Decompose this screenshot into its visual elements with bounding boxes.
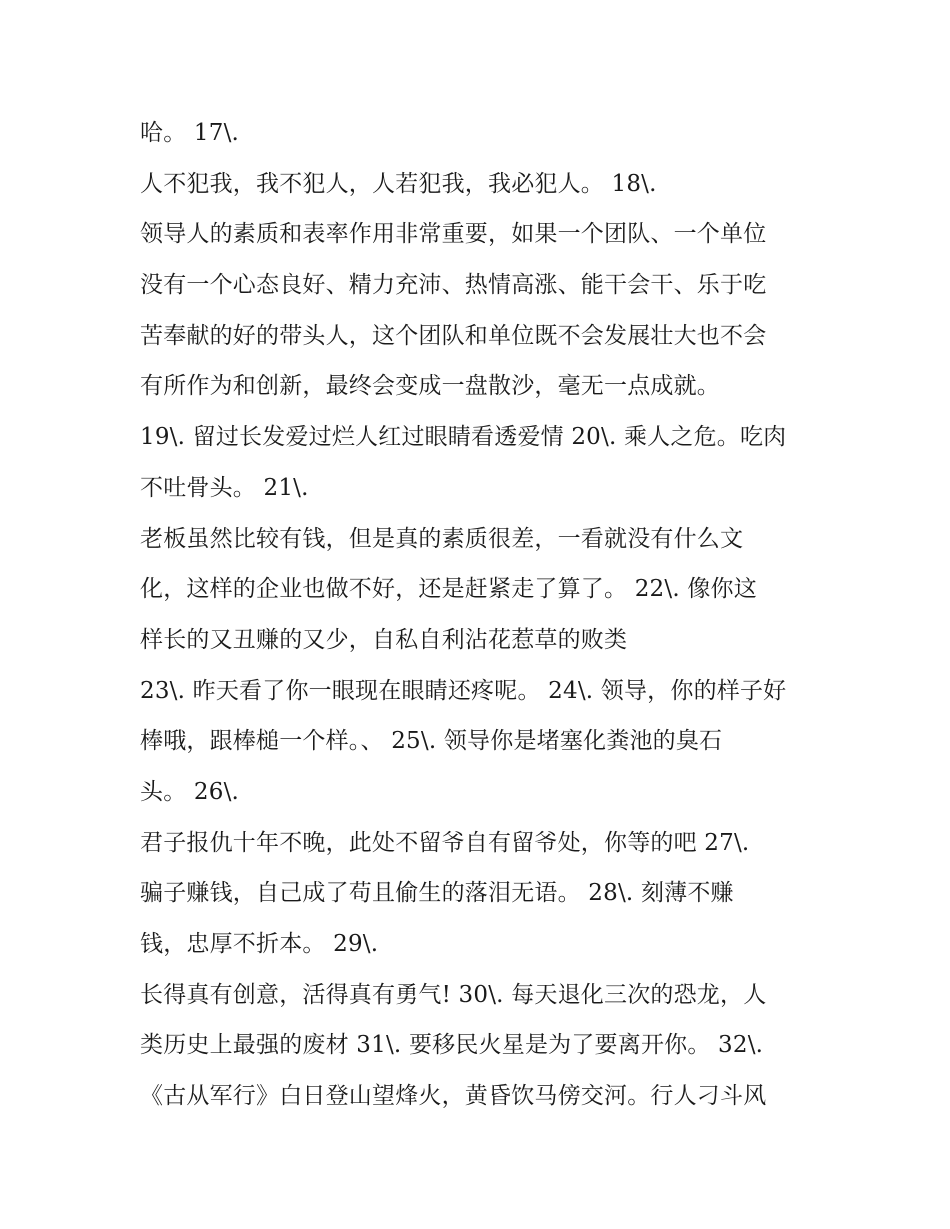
text-line: 化，这样的企业也做不好，还是赶紧走了算了。 22\. 像你这	[140, 576, 757, 603]
text-line: 人不犯我，我不犯人，人若犯我，我必犯人。 18\.	[140, 170, 657, 197]
text-line: 棒哦，跟棒槌一个样。、 25\. 领导你是堵塞化粪池的臭石	[140, 728, 723, 755]
text-line: 23\. 昨天看了你一眼现在眼睛还疼呢。 24\. 领导，你的样子好	[140, 677, 787, 704]
text-line: 老板虽然比较有钱，但是真的素质很差，一看就没有什么文	[140, 525, 744, 552]
text-line: 有所作为和创新，最终会变成一盘散沙，毫无一点成就。	[140, 373, 720, 400]
text-line: 《古从军行》白日登山望烽火，黄昏饮马傍交河。行人刁斗风	[140, 1083, 767, 1110]
text-line: 君子报仇十年不晚，此处不留爷自有留爷处，你等的吧 27\.	[140, 829, 750, 856]
document-body	[140, 108, 830, 1122]
text-line: 19\. 留过长发爱过烂人红过眼睛看透爱情 20\. 乘人之危。吃肉	[140, 424, 787, 451]
text-line: 没有一个心态良好、精力充沛、热情高涨、能干会干、乐于吃	[140, 272, 767, 299]
text-line: 不吐骨头。 21\.	[140, 474, 309, 501]
text-line: 苦奉献的好的带头人，这个团队和单位既不会发展壮大也不会	[140, 322, 767, 349]
text-line: 头。 26\.	[140, 778, 240, 805]
text-line: 领导人的素质和表率作用非常重要，如果一个团队、一个单位	[140, 221, 767, 248]
text-line: 骗子赚钱，自己成了苟且偷生的落泪无语。 28\. 刻薄不赚	[140, 880, 734, 907]
text-line: 长得真有创意，活得真有勇气! 30\. 每天退化三次的恐龙，人	[140, 981, 767, 1008]
text-line: 类历史上最强的废材 31\. 要移民火星是为了要离开你。 32\.	[140, 1032, 764, 1059]
text-line: 样长的又丑赚的又少，自私自利沾花惹草的败类	[140, 626, 628, 653]
text-line: 钱，忠厚不折本。 29\.	[140, 931, 379, 957]
text-line: 哈。 17\.	[140, 120, 240, 146]
